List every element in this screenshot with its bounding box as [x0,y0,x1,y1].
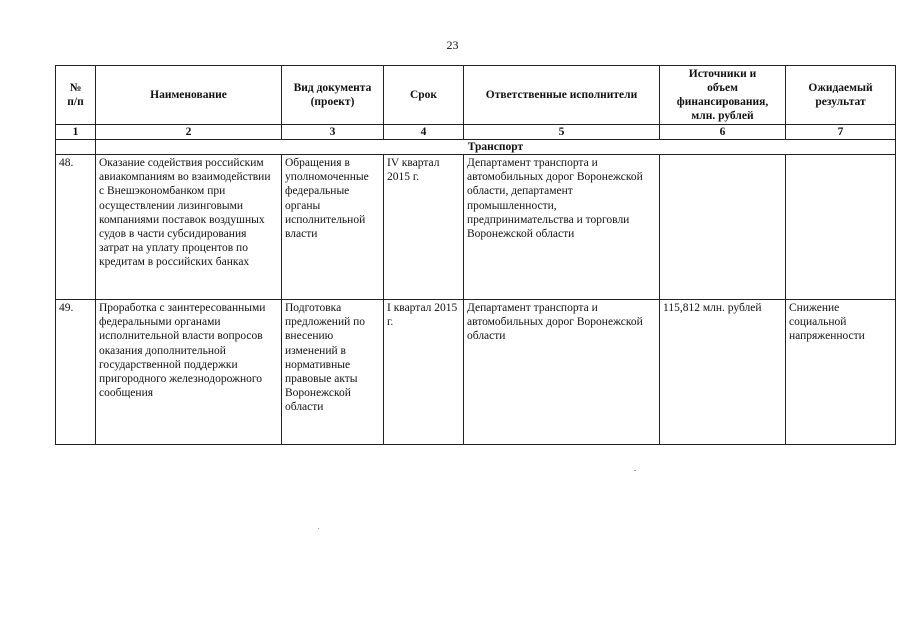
table-row [56,300,896,445]
column-number-row [56,125,896,140]
row-doc-type: Обращения в уполномоченные федеральные органы исполнительной власти [282,155,384,300]
header-result: Ожидаемый результат [786,66,896,125]
column-number: 1 [56,125,96,140]
row-term: IV квартал 2015 г. [384,155,464,300]
scan-speck [318,528,319,529]
row-executors: Департамент транспорта и автомобильных дорог Воронежской области [464,300,660,445]
row-num: 49. [56,300,96,445]
plan-table [55,65,896,445]
header-financing: Источники и объем финансирования, млн. рублей [660,66,786,125]
section-empty-cell [56,140,96,155]
row-financing: 115,812 млн. рублей [660,300,786,445]
section-title: Транспорт [96,140,896,155]
header-name: Наименование [96,66,282,125]
row-name: Проработка с заинтересованными федеральными органами исполнительной власти вопросов оказания дополнительной государственной поддержки пригородного железнодорожного сообщения [96,300,282,445]
row-financing [660,155,786,300]
column-number: 7 [786,125,896,140]
row-result: Снижение социальной напряженности [786,300,896,445]
section-row [56,140,896,155]
header-row [56,66,896,125]
row-term: I квартал 2015 г. [384,300,464,445]
header-executors: Ответственные исполнители [464,66,660,125]
row-name: Оказание содействия российским авиакомпаниям во взаимодействии с Внешэкономбанком при осуществлении лизинговыми компаниями поставок воздушных судов в части субсидирования затрат на уплату процентов по кредитам в российских банках [96,155,282,300]
header-term: Срок [384,66,464,125]
column-number: 3 [282,125,384,140]
column-number: 5 [464,125,660,140]
scan-speck [634,470,636,471]
page-number: 23 [446,38,459,52]
column-number: 4 [384,125,464,140]
row-doc-type: Подготовка предложений по внесению изменений в нормативные правовые акты Воронежской области [282,300,384,445]
row-result [786,155,896,300]
row-num: 48. [56,155,96,300]
header-num: № п/п [56,66,96,125]
column-number: 2 [96,125,282,140]
table-row [56,155,896,300]
header-doc-type: Вид документа (проект) [282,66,384,125]
row-executors: Департамент транспорта и автомобильных дорог Воронежской области, департамент промышленности, предпринимательства и торговли Воронежской области [464,155,660,300]
column-number: 6 [660,125,786,140]
